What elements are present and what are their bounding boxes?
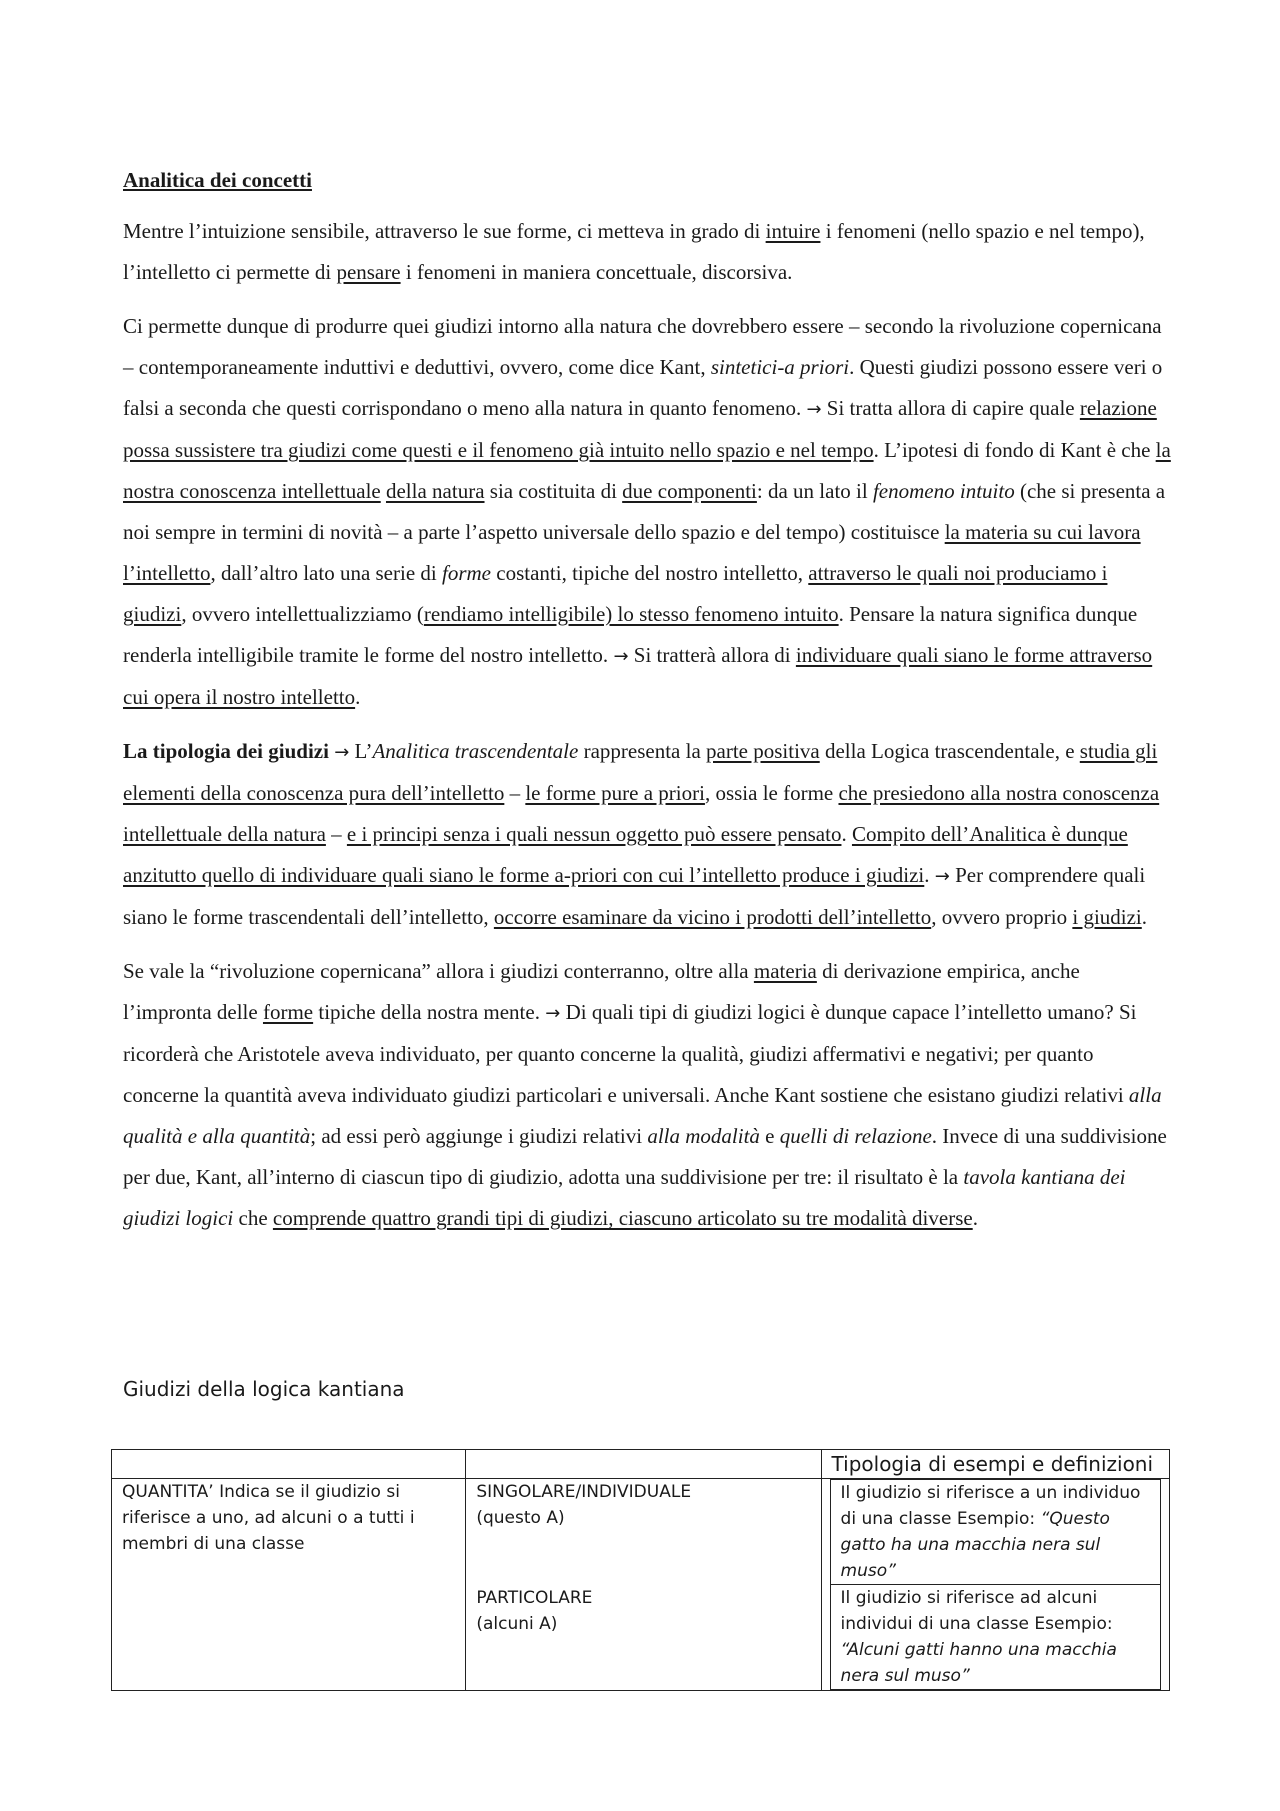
judgments-table — [111, 1449, 1170, 1691]
type-singolare: SINGOLARE/INDIVIDUALE (questo A) — [476, 1482, 692, 1528]
header-cell-1 — [112, 1450, 466, 1479]
paragraph-3: La tipologia dei giudizi → L’Analitica trascendentale rappresenta la parte positiva della Logica trascendentale, e studia gli elementi della conoscenza pura dell’intelletto – le forme pure a priori, ossia le forme che presiedono alla nostra conoscenza intellettuale della natura – e i principi senza i quali nessun oggetto può essere pensato. Compito dell’Analitica è dunque anzitutto quello di individuare quali siano le forme a-priori con cui l’intelletto produce i giudizi. → Per comprendere quali siano le forme trascendentali dell’intelletto, occorre esaminare da vicino i prodotti dell’intelletto, ovvero proprio i giudizi. — [123, 739, 1160, 929]
table-row-quantity — [112, 1479, 1170, 1691]
definition-particolare: Il giudizio si riferisce ad alcuni individui di una classe Esempio: “Alcuni gatti hanno una macchia nera sul muso” — [831, 1584, 1160, 1689]
arrow-right-icon: → — [613, 646, 629, 667]
paragraph-1: Mentre l’intuizione sensibile, attraverso le sue forme, ci metteva in grado di intuire i fenomeni (nello spazio e nel tempo), l’intelletto ci permette di pensare i fenomeni in maniera concettuale, discorsiva. — [123, 219, 1145, 284]
document-body — [123, 160, 1173, 1252]
section-heading: Analitica dei concetti — [123, 168, 312, 192]
arrow-right-icon: → — [334, 742, 350, 763]
arrow-right-icon: → — [545, 1003, 561, 1024]
definitions-inner-table — [830, 1479, 1161, 1690]
category-cell: QUANTITA’ Indica se il giudizio si riferisce a uno, ad alcuni o a tutti i membri di una classe — [112, 1479, 466, 1691]
table-header-row — [112, 1450, 1170, 1479]
header-cell-3: Tipologia di esempi e definizioni — [821, 1450, 1169, 1479]
table-caption: Giudizi della logica kantiana — [123, 1377, 405, 1401]
types-cell — [466, 1479, 821, 1691]
paragraph-2: Ci permette dunque di produrre quei giudizi intorno alla natura che dovrebbero essere – secondo la rivoluzione copernicana – contemporaneamente induttivi e deduttivi, ovvero, come dice Kant, sintetici-a priori. Questi giudizi possono essere veri o falsi a seconda che questi corrispondano o meno alla natura in quanto fenomeno. → Si tratta allora di capire quale relazione possa sussistere tra giudizi come questi e il fenomeno già intuito nello spazio e nel tempo. L’ipotesi di fondo di Kant è che la nostra conoscenza intellettuale della natura sia costituita di due componenti: da un lato il fenomeno intuito (che si presenta a noi sempre in termini di novità – a parte l’aspetto universale dello spazio e del tempo) costituisce la materia su cui lavora l’intelletto, dall’altro lato una serie di forme costanti, tipiche del nostro intelletto, attraverso le quali noi produciamo i giudizi, ovvero intellettualizziamo (rendiamo intelligibile) lo stesso fenomeno intuito. Pensare la natura significa dunque renderla intelligibile tramite le forme del nostro intelletto. → Si tratterà allora di individuare quali siano le forme attraverso cui opera il nostro intelletto. — [123, 314, 1171, 709]
paragraph-4: Se vale la “rivoluzione copernicana” allora i giudizi conterranno, oltre alla materia di derivazione empirica, anche l’impronta delle forme tipiche della nostra mente. → Di quali tipi di giudizi logici è dunque capace l’intelletto umano? Si ricorderà che Aristotele aveva individuato, per quanto concerne la qualità, giudizi affermativi e negativi; per quanto concerne la quantità aveva individuato giudizi particolari e universali. Anche Kant sostiene che esistano giudizi relativi alla qualità e alla quantità; ad essi però aggiunge i giudizi relativi alla modalità e quelli di relazione. Invece di una suddivisione per due, Kant, all’interno di ciascun tipo di giudizio, adotta una suddivisione per tre: il risultato è la tavola kantiana dei giudizi logici che comprende quattro grandi tipi di giudizi, ciascuno articolato su tre modalità diverse. — [123, 959, 1167, 1230]
definition-singolare: Il giudizio si riferisce a un individuo di una classe Esempio: “Questo gatto ha una macchia nera sul muso” — [840, 1483, 1141, 1581]
type-particolare: PARTICOLARE (alcuni A) — [476, 1588, 593, 1634]
definitions-cell — [821, 1479, 1169, 1691]
header-cell-2 — [466, 1450, 821, 1479]
arrow-right-icon: → — [806, 399, 822, 420]
arrow-right-icon: → — [934, 866, 950, 887]
